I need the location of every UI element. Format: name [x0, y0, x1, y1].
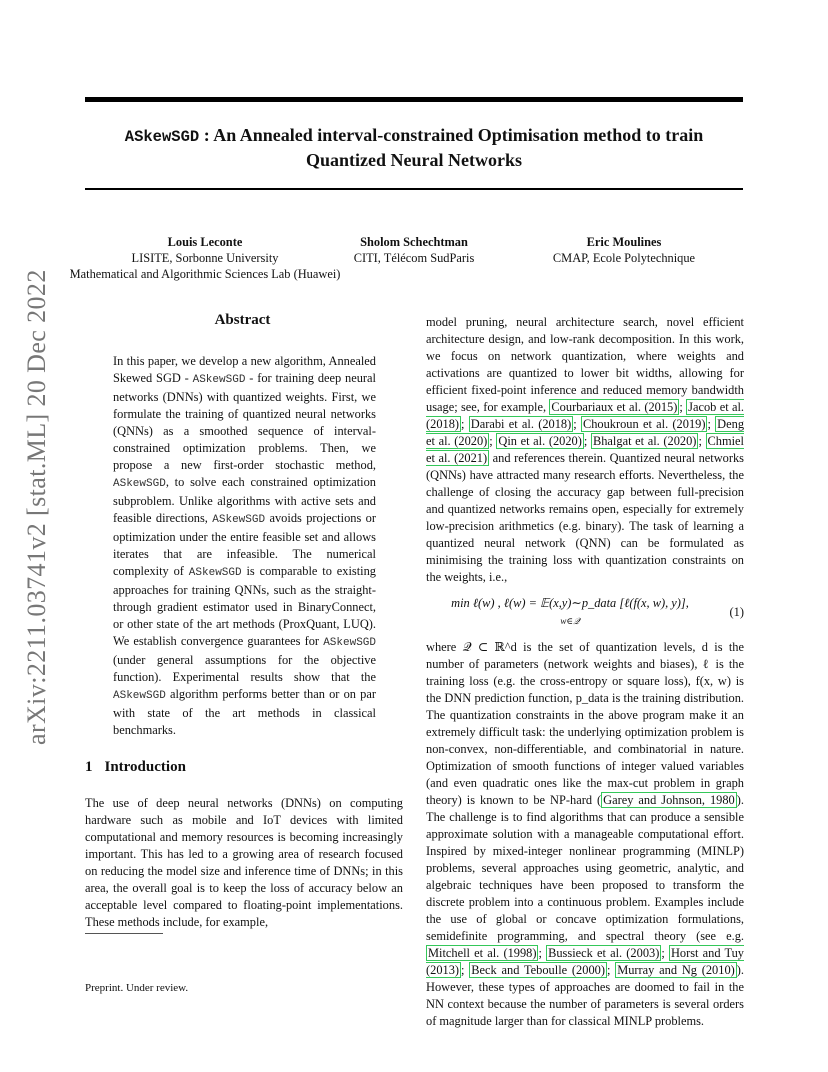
citation-link[interactable]: Choukroun et al. (2019) [582, 417, 706, 431]
abstract-text: In this paper, we develop a new algorithm, Annealed Skewed SGD - ASkewSGD - for training deep neural networks (DNNs) with quantized weights. First, we formulate the training of quantized neural networks (QNNs) as a smoothed sequence of interval-constrained optimization problems. Then, we propose a new first-order stochastic method, ASkewSGD, to solve each constrained optimization subproblem. Unlike algorithms with active sets and feasible directions, ASkewSGD avoids projections or optimization under the entire feasible set and allows iterates that are infeasible. The numerical complexity of ASkewSGD is comparable to existing approaches for training QNNs, such as the straight-through gradient estimator used in BinaryConnect, or other state of the art methods (ProxQuant, LUQ). We establish convergence guarantees for ASkewSGD (under general assumptions for the objective function). Experimental results show that the ASkewSGD algorithm performs better than or on par with state of the art methods in classical benchmarks. [113, 354, 376, 737]
title-line2: Quantized Neural Networks [306, 150, 522, 170]
citation-link[interactable]: Bussieck et al. (2003) [548, 946, 660, 960]
title-code: ASkewSGD [124, 128, 200, 146]
author-affiliation-2: Mathematical and Algorithmic Sciences Lab (Huawei) [69, 267, 341, 281]
author-affiliation: LISITE, Sorbonne University [131, 251, 279, 265]
citation-link[interactable]: Deng et al. (2020) [426, 417, 745, 448]
citation-link[interactable]: Mitchell et al. (1998) [428, 946, 537, 960]
citation-link[interactable]: Qin et al. (2020) [498, 434, 582, 448]
author-name: Louis Leconte [167, 235, 243, 249]
abstract-heading: Abstract [214, 312, 271, 328]
algo-name: ASkewSGD [113, 478, 166, 490]
intro-text: The use of deep neural networks (DNNs) on computing hardware such as mobile and IoT devices with limited computational and memory resources is becoming increasingly important. This has led to a growing area of research focused on reducing the model size and inference time of DNNs; in this area, the overall goal is to keep the loss of accuracy below an acceptable level compared to floating-point implementations. These methods include, for example, [85, 796, 403, 929]
equation-number: (1) [729, 605, 744, 619]
title-rule-bottom [85, 188, 743, 190]
algo-name: ASkewSGD [323, 637, 376, 649]
citation-link[interactable]: Courbariaux et al. (2015) [551, 400, 678, 414]
algo-name: ASkewSGD [192, 374, 246, 386]
author-name: Sholom Schechtman [360, 235, 468, 249]
section-title: Introduction [104, 759, 186, 775]
paragraph: model pruning, neural architecture search, novel efficient architecture design, and low-rank decomposition. In this work, we focus on network quantization, where weights and activations are quantized to lower bit widths, allowing for efficient fixed-point inference and reduced memory bandwidth usage; see, for example, Courbariaux et al. (2015) ; Jacob et al. (2018) ; Darabi et al. (2018) ; Choukroun et al. (2019) ; Deng et al. (2020) ; Qin et al. (2020) ; Bhalgat et al. (2020) ; Chmiel et al. (2021) and references therein. Quantized neural networks (QNNs) have attracted many research efforts. Nevertheless, the challenge of closing the accuracy gap between full-precision and quantized networks remains open, especially for extremely low-precision arithmetics (e.g. binary). The task of learning a quantized neural network (QNN) can be formulated as minimising the training loss with quantization constraints on the weights, i.e., [426, 315, 745, 584]
footnote-rule [85, 933, 163, 934]
citation-link[interactable]: Darabi et al. (2018) [470, 417, 572, 431]
citation-link[interactable]: Murray and Ng (2010) [617, 963, 735, 977]
author-3 [524, 234, 724, 266]
title-line1: : An Annealed interval-constrained Optimisation method to train [199, 125, 704, 145]
citation-link[interactable]: Horst and Tuy (2013) [426, 946, 744, 977]
author-name: Eric Moulines [586, 235, 662, 249]
equation-body: min ℓ(w) , ℓ(w) = 𝔼(x,y)∼p_data [ℓ(f(x, w), y)], w∈𝒬 [451, 596, 689, 626]
algo-name: ASkewSGD [113, 690, 166, 702]
citation-link[interactable]: Jacob et al. (2018) [426, 400, 745, 431]
algo-name: ASkewSGD [188, 567, 242, 579]
arxiv-stamp: arXiv:2211.03741v2 [stat.ML] 20 Dec 2022 [22, 269, 51, 745]
citation-link[interactable]: Chmiel et al. (2021) [426, 434, 744, 465]
author-2 [314, 234, 514, 266]
section-number: 1 [85, 759, 93, 775]
paper-title [85, 124, 743, 172]
citation-link[interactable]: Beck and Teboulle (2000) [471, 963, 605, 977]
footnote: Preprint. Under review. [85, 982, 189, 994]
paragraph: where 𝒬 ⊂ ℝ^d is the set of quantization levels, d is the number of parameters (network weights and biases), ℓ is the training loss (e.g. the cross-entropy or square loss), f(x, w) is the DNN prediction function, p_data is the training distribution. The quantization constraints in the above program make it an extremely difficult task: the underlying optimization problem is non-convex, non-differentiable, and combinatorial in nature. Optimization of smooth functions of integer valued variables (and even quadratic ones like the max-cut problem in graph theory) is known to be NP-hard ( Garey and Johnson, 1980 ). The challenge is to find algorithms that can produce a sensible approximate solution with a manageable computational effort. Inspired by mixed-integer nonlinear programming (MINLP) problems, several approaches using geometric, analytic, and algebraic techniques have been proposed to transform the discrete problem into a continuous problem. Examples include the use of global or concave optimization formulations, semidefinite programming, and spectral theory (see e.g. Mitchell et al. (1998) ; Bussieck et al. (2003) ; Horst and Tuy (2013) ; Beck and Teboulle (2000) ; Murray and Ng (2010) ). However, these types of approaches are doomed to fail in the NN context because the number of parameters is several orders of magnitude larger than for classical MINLP problems. [426, 640, 745, 1028]
equation-1 [426, 595, 744, 630]
author-affiliation: CMAP, Ecole Polytechnique [552, 251, 696, 265]
right-column [426, 314, 744, 1030]
equation-subscript: w∈𝒬 [560, 616, 580, 626]
title-rule-top [85, 97, 743, 102]
author-affiliation: CITI, Télécom SudParis [353, 251, 475, 265]
section-heading [85, 759, 186, 776]
algo-name: ASkewSGD [212, 514, 266, 526]
citation-link[interactable]: Garey and Johnson, 1980 [603, 793, 735, 807]
citation-link[interactable]: Bhalgat et al. (2020) [592, 434, 697, 448]
